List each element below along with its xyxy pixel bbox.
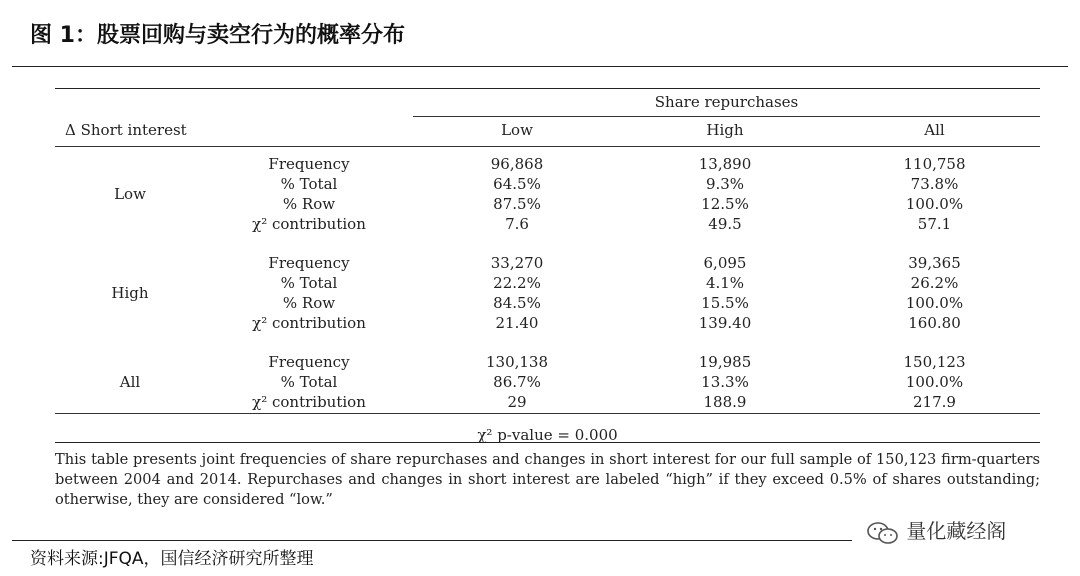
- cell: 57.1: [917, 215, 952, 233]
- cell: 6,095: [703, 254, 747, 272]
- repurchase-table: [55, 90, 1040, 449]
- table-note: This table presents joint frequencies of share repurchases and changes in short interest for our full sample of 150,123 firm-quarters between 2004 and 2014. Repurchases and changes in short interest are labeled “high” if they exceed 0.5% of shares outstanding; otherwise, they are considered “low.”: [55, 451, 1040, 508]
- cell: 188.9: [703, 393, 747, 411]
- source-line: 资料来源:JFQA，国信经济研究所整理: [30, 549, 314, 569]
- source-rule: [12, 540, 852, 541]
- cell: 13.3%: [701, 373, 749, 391]
- row-label: Frequency: [268, 353, 350, 371]
- cell: 87.5%: [493, 195, 541, 213]
- row-label: χ² contribution: [252, 314, 366, 332]
- column-header: High: [706, 121, 744, 139]
- row-label: % Row: [282, 195, 336, 213]
- watermark: [866, 515, 1006, 546]
- row-label: % Total: [280, 175, 338, 193]
- row-label: % Row: [282, 294, 336, 312]
- wechat-icon: [866, 519, 906, 543]
- table-top-rule: [55, 88, 1040, 89]
- column-header: Low: [501, 121, 533, 139]
- cell: 139.40: [698, 314, 752, 332]
- cell: 26.2%: [910, 274, 959, 292]
- cell: 21.40: [495, 314, 539, 332]
- cell: 100.0%: [905, 294, 964, 312]
- cell: 9.3%: [705, 175, 745, 193]
- title-underline: [12, 66, 1068, 67]
- group-label: All: [119, 373, 141, 391]
- row-label: Frequency: [268, 155, 350, 173]
- cell: 49.5: [708, 215, 742, 233]
- watermark-text: 量化藏经阁: [906, 519, 1007, 543]
- cell: 12.5%: [701, 195, 749, 213]
- cell: 64.5%: [493, 175, 541, 193]
- cell: 15.5%: [701, 294, 749, 312]
- cell: 39,365: [908, 254, 961, 272]
- cell: 13,890: [698, 155, 752, 173]
- cell: 217.9: [913, 393, 956, 411]
- cell: 19,985: [698, 353, 752, 371]
- spanner-header: Share repurchases: [654, 93, 799, 111]
- cell: 150,123: [903, 353, 966, 371]
- cell: 29: [507, 393, 527, 411]
- cell: 4.1%: [705, 274, 745, 292]
- cell: 73.8%: [910, 175, 959, 193]
- cell: 86.7%: [493, 373, 541, 391]
- cell: 33,270: [490, 254, 544, 272]
- row-label: Frequency: [268, 254, 350, 272]
- cell: 22.2%: [493, 274, 541, 292]
- row-label: χ² contribution: [252, 215, 366, 233]
- cell: 7.6: [505, 215, 529, 233]
- row-label: % Total: [280, 274, 338, 292]
- row-label: % Total: [280, 373, 338, 391]
- cell: 130,138: [485, 353, 549, 371]
- cell: 96,868: [490, 155, 544, 173]
- cell: 84.5%: [493, 294, 541, 312]
- figure-title: 图 1：股票回购与卖空行为的概率分布: [30, 23, 405, 48]
- row-label: χ² contribution: [252, 393, 366, 411]
- group-label: Low: [114, 185, 146, 203]
- cell: 100.0%: [905, 195, 964, 213]
- cell: 110,758: [903, 155, 966, 173]
- column-header: All: [924, 121, 945, 139]
- group-label: High: [111, 284, 149, 302]
- cell: 160.80: [908, 314, 961, 332]
- p-value: χ² p-value = 0.000: [477, 426, 618, 444]
- row-header: Δ Short interest: [65, 121, 187, 139]
- cell: 100.0%: [905, 373, 964, 391]
